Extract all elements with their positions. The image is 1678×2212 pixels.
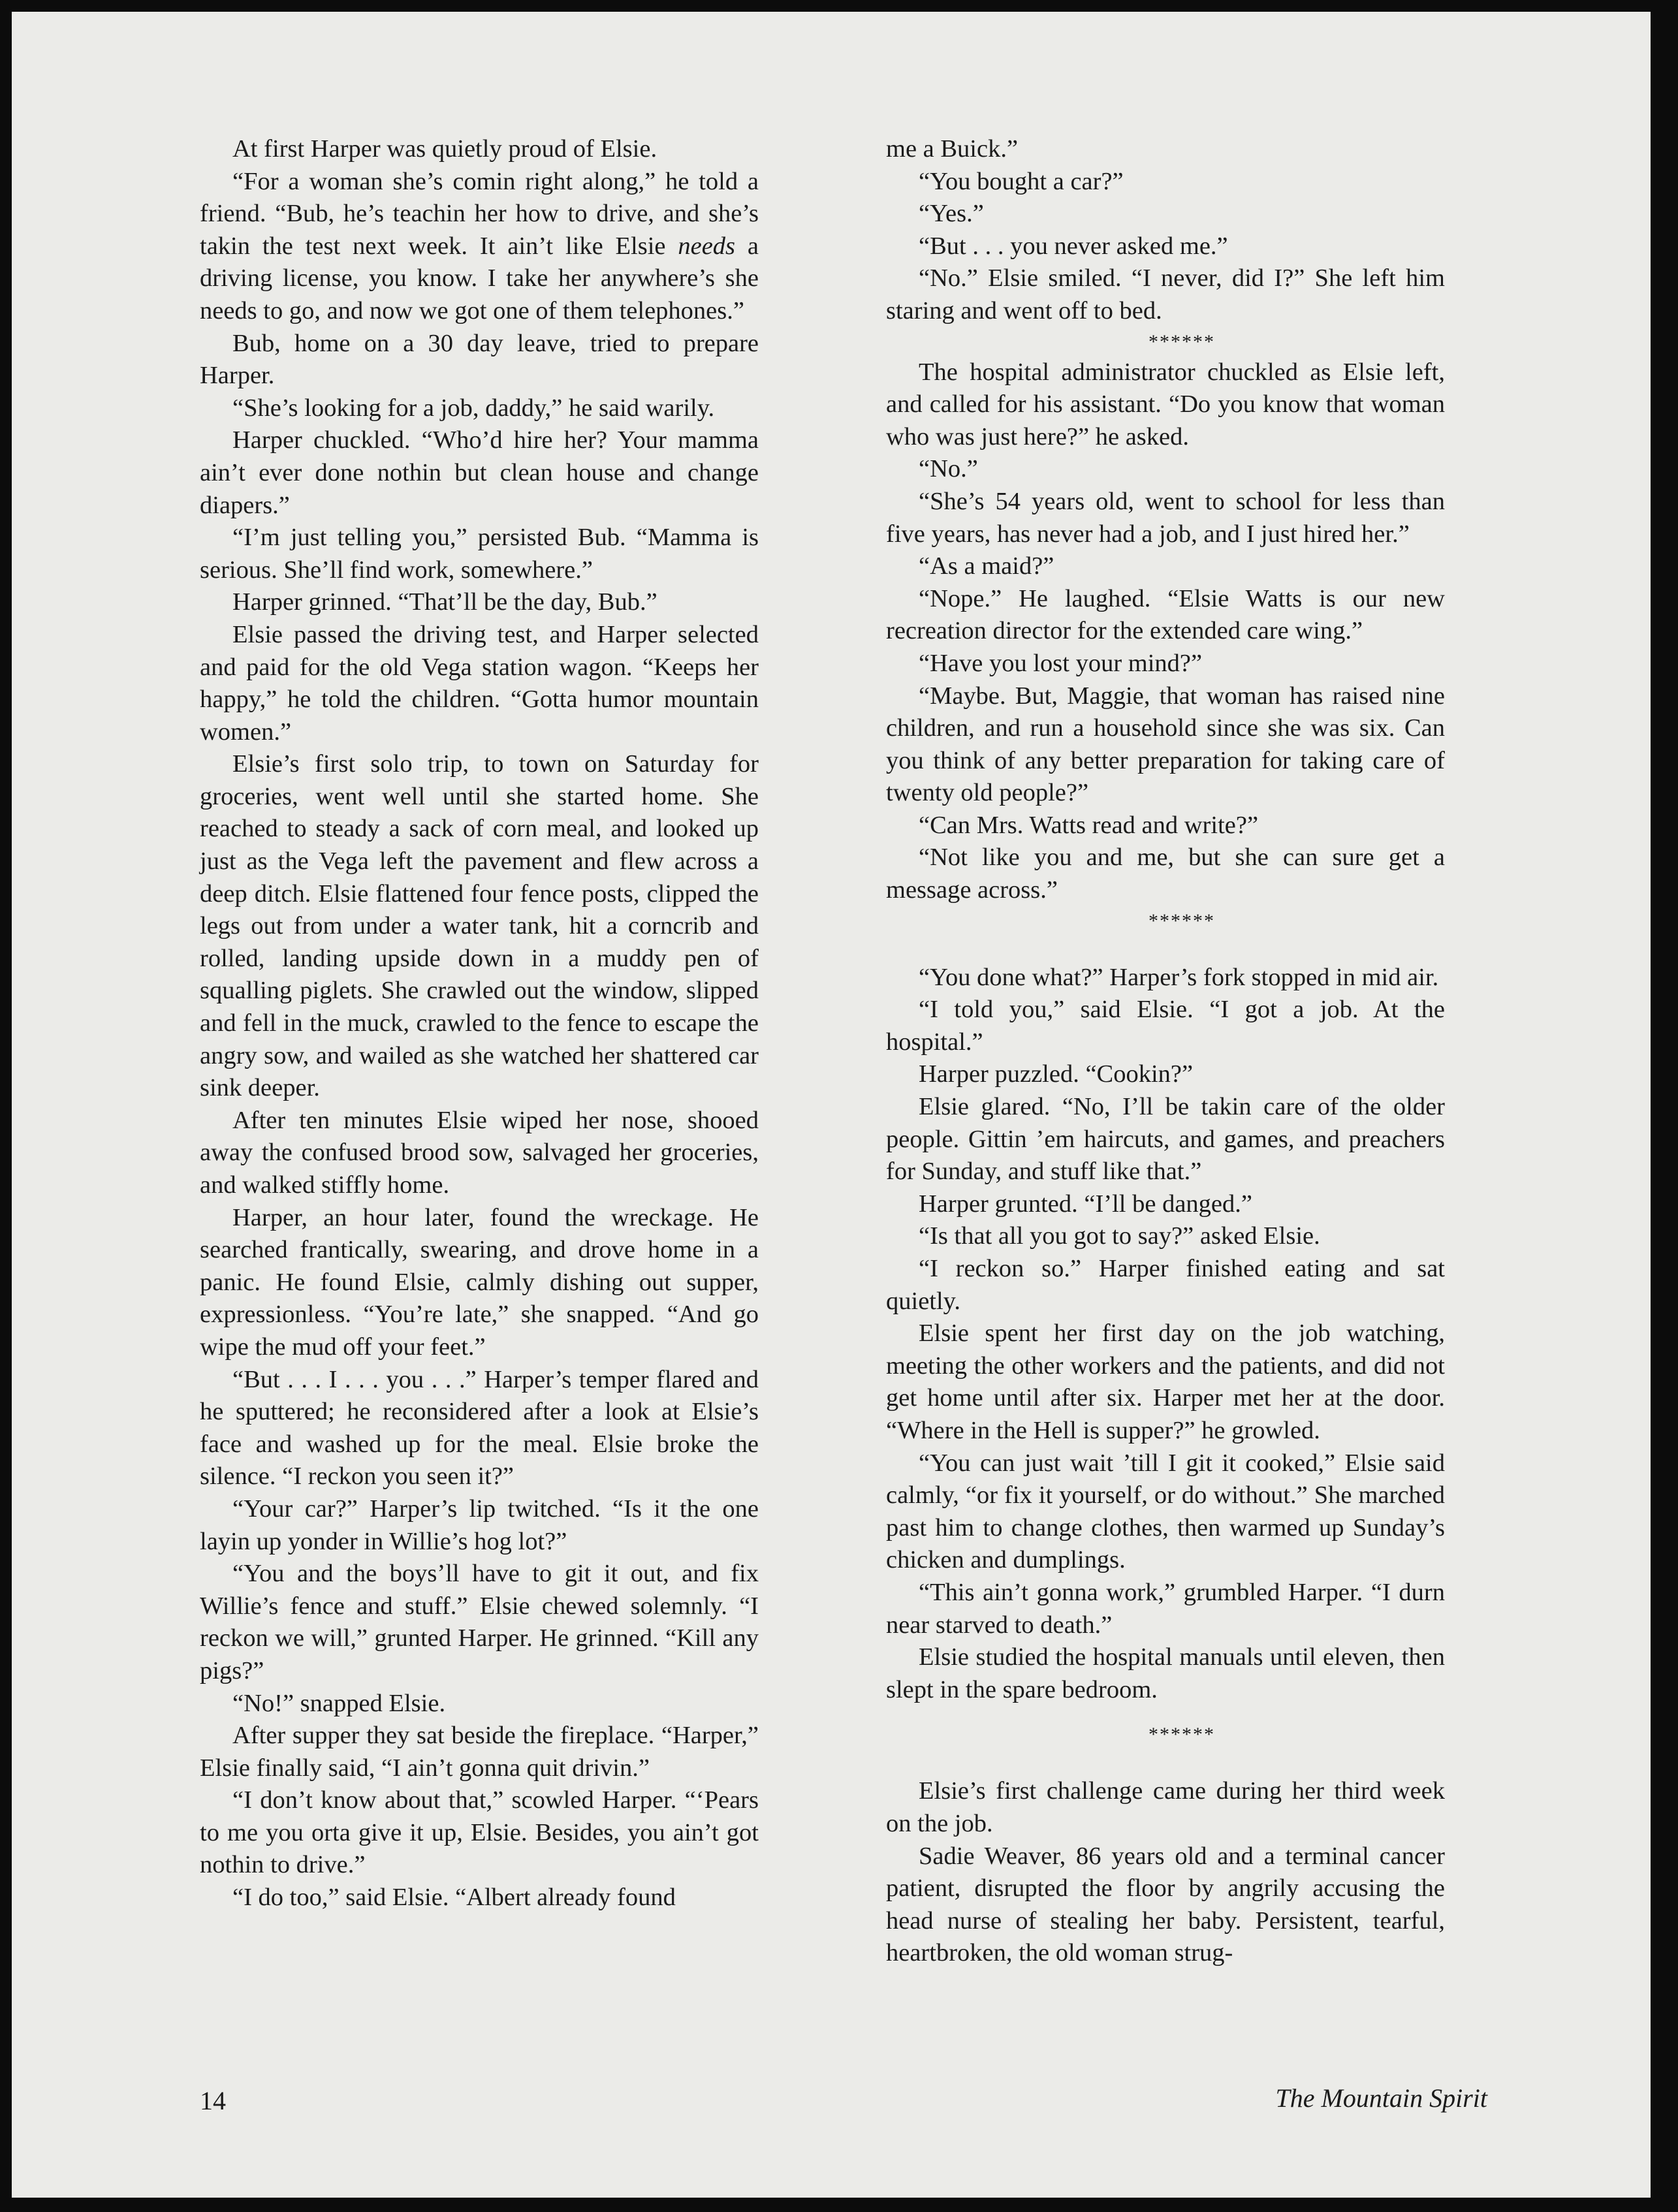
paragraph: Harper grinned. “That’ll be the day, Bub.” (232, 588, 657, 616)
page-number: 14 (200, 2086, 226, 2115)
publication-name: The Mountain Spirit (1275, 2083, 1487, 2113)
paragraph: Elsie’s first challenge came during her third week on the job. (886, 1777, 1445, 1837)
paragraph: Harper grunted. “I’ll be danged.” (919, 1190, 1252, 1218)
paragraph: “No!” snapped Elsie. (232, 1689, 446, 1717)
paragraph: After ten minutes Elsie wiped her nose, shooed away the confused brood sow, salvaged her groceries, and walked stiffly home. (200, 1106, 759, 1199)
paragraph: “Can Mrs. Watts read and write?” (919, 811, 1259, 839)
paragraph: Harper puzzled. “Cookin?” (919, 1060, 1194, 1088)
paragraph: “Your car?” Harper’s lip twitched. “Is it the one layin up yonder in Willie’s hog lot?” (200, 1494, 759, 1555)
paragraph: me a Buick.” (886, 135, 1019, 163)
paragraph: “You bought a car?” (919, 167, 1124, 195)
paragraph: “I told you,” said Elsie. “I got a job. At the hospital.” (886, 996, 1445, 1056)
paragraph: Sadie Weaver, 86 years old and a terminal cancer patient, disrupted the floor by angrily accusing the head nurse of stealing her baby. Persistent, tearful, heartbroken, the old woman strug- (886, 1842, 1445, 1967)
paragraph: Elsie passed the driving test, and Harper selected and paid for the old Vega station wagon. “Keeps her happy,” he told the children. “Gotta humor mountain women.” (200, 620, 759, 746)
paragraph: “Yes.” (919, 200, 984, 228)
paragraph: Elsie spent her first day on the job watching, meeting the other workers and the patients, and did not get home until after six. Harper met her at the door. “Where in the Hell is supper?” he growled. (886, 1319, 1445, 1444)
paragraph: “You and the boys’ll have to git it out, and fix Willie’s fence and stuff.” Elsie chewed solemnly. “I reckon we will,” grunted Harper. He grinned. “Kill any pigs?” (200, 1560, 759, 1684)
paragraph: “I don’t know about that,” scowled Harper. “‘Pears to me you orta give it up, Elsie. Besides, you ain’t got nothin to drive.” (200, 1786, 759, 1879)
left-column (200, 133, 759, 1914)
paragraph: “But . . . I . . . you . . .” Harper’s temper flared and he sputtered; he reconsidered after a look at Elsie’s face and washed up for the meal. Elsie broke the silence. “I reckon you seen it?” (200, 1365, 759, 1491)
paragraph: “No.” (919, 455, 978, 483)
spacer (886, 1706, 1445, 1720)
paragraph: “She’s looking for a job, daddy,” he said warily. (232, 394, 715, 422)
paragraph: “This ain’t gonna work,” grumbled Harper. “I durn near starved to death.” (886, 1578, 1445, 1639)
spacer (886, 936, 1445, 962)
paragraph: The hospital administrator chuckled as Elsie left, and called for his assistant. “Do you know that woman who was just here?” he asked. (886, 358, 1445, 450)
paragraph: Bub, home on a 30 day leave, tried to prepare Harper. (200, 329, 759, 390)
paragraph: Elsie’s first solo trip, to town on Saturday for groceries, went well until she started home. She reached to steady a sack of corn meal, and looked up just as the Vega left the pavement and flew across a deep ditch. Elsie flattened four fence posts, clipped the legs out from under a water tank, hit a corncrib and rolled, landing upside down in a muddy pen of squalling piglets. She crawled out the window, slipped and fell in the muck, crawled to the fence to escape the angry sow, and wailed as she watched her shattered car sink deeper. (200, 750, 759, 1102)
paragraph: “Have you lost your mind?” (919, 649, 1203, 677)
paragraph: “You done what?” Harper’s fork stopped in mid air. (919, 963, 1439, 991)
paragraph: “No.” Elsie smiled. “I never, did I?” She left him staring and went off to bed. (886, 264, 1445, 324)
paragraph: “As a maid?” (919, 552, 1054, 580)
paragraph: “I reckon so.” Harper finished eating and sat quietly. (886, 1255, 1445, 1315)
paragraph: “Maybe. But, Maggie, that woman has raised nine children, and run a household since she was six. Can you think of any better preparation for taking care of twenty old people?” (886, 682, 1445, 807)
paragraph: Harper chuckled. “Who’d hire her? Your mamma ain’t ever done nothin but clean house and change diapers.” (200, 426, 759, 519)
section-separator: ****** (1148, 909, 1215, 932)
paragraph: “I’m just telling you,” persisted Bub. “Mamma is serious. She’ll find work, somewhere.” (200, 524, 759, 584)
section-separator: ****** (1148, 1724, 1215, 1746)
magazine-page (12, 12, 1651, 2198)
paragraph: “Is that all you got to say?” asked Elsie. (919, 1222, 1320, 1250)
paragraph: “I do too,” said Elsie. “Albert already found (232, 1884, 676, 1912)
spacer (886, 1749, 1445, 1775)
right-column (886, 133, 1445, 1970)
paragraph: “Nope.” He laughed. “Elsie Watts is our new recreation director for the extended care wing.” (886, 584, 1445, 645)
paragraph: After supper they sat beside the fireplace. “Harper,” Elsie finally said, “I ain’t gonna quit drivin.” (200, 1722, 759, 1782)
paragraph: “You can just wait ’till I git it cooked,” Elsie said calmly, “or fix it yourself, or do without.” She marched past him to change clothes, then warmed up Sunday’s chicken and dumplings. (886, 1449, 1445, 1574)
paragraph: “But . . . you never asked me.” (919, 232, 1228, 260)
emphasis: needs (678, 232, 736, 260)
paragraph: Elsie studied the hospital manuals until eleven, then slept in the spare bedroom. (886, 1643, 1445, 1703)
paragraph: “Not like you and me, but she can sure get a message across.” (886, 844, 1445, 904)
paragraph: “She’s 54 years old, went to school for less than five years, has never had a job, and I just hired her.” (886, 487, 1445, 548)
section-separator: ****** (1148, 330, 1215, 353)
paragraph: “For a woman she’s comin right along,” he told a friend. “Bub, he’s teachin her how to drive, and she’s takin the test next week. It ain’t like Elsie needs a driving license, you know. I take her anywhere’s she needs to go, and now we got one of them telephones.” (200, 167, 759, 324)
paragraph: Elsie glared. “No, I’ll be takin care of the older people. Gittin ’em haircuts, and games, and preachers for Sunday, and stuff like that.” (886, 1093, 1445, 1186)
paragraph: At first Harper was quietly proud of Elsie. (232, 135, 657, 163)
paragraph: Harper, an hour later, found the wreckage. He searched frantically, swearing, and drove home in a panic. He found Elsie, calmly dishing out supper, expressionless. “You’re late,” she snapped. “And go wipe the mud off your feet.” (200, 1203, 759, 1361)
